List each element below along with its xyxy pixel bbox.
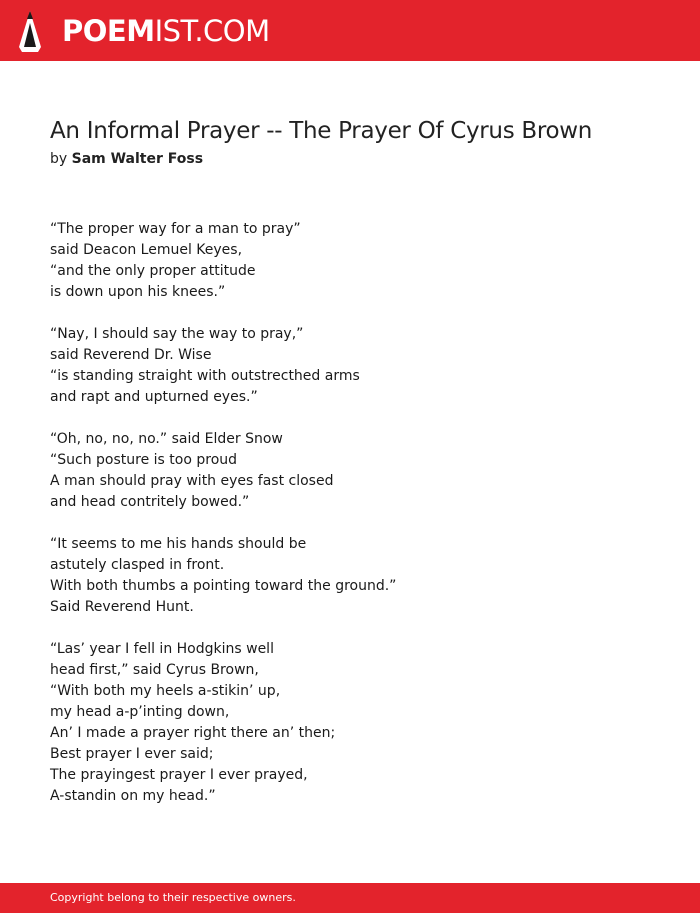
poem-line: “The proper way for a man to pray” [50,221,301,237]
stanza [50,429,670,513]
author-name: Sam Walter Foss [71,151,204,167]
poem-title: An Informal Prayer -- The Prayer Of Cyrus Brown [50,118,593,144]
poem-line: is down upon his knees.” [50,284,226,300]
stanza [50,639,670,807]
poem-line: head first,” said Cyrus Brown, [50,662,259,678]
poem-line: “Oh, no, no, no.” said Elder Snow [50,431,283,447]
byline [50,149,203,169]
poem-line: and head contritely bowed.” [50,494,250,510]
stanza [50,324,670,408]
site-header [0,0,700,61]
poem-line: “Las’ year I fell in Hodgkins well [50,641,274,657]
stanza [50,219,670,303]
logo-brand-light: IST.COM [154,14,270,48]
poem-line: Said Reverend Hunt. [50,599,194,615]
poem-line: A-standin on my head.” [50,788,216,804]
poem-line: “It seems to me his hands should be [50,536,307,552]
poem-line: An’ I made a prayer right there an’ then; [50,725,336,741]
poem-line: said Deacon Lemuel Keyes, [50,242,243,258]
poem-line: The prayingest prayer I ever prayed, [50,767,308,783]
poem-line: Best prayer I ever said; [50,746,214,762]
copyright-notice: Copyright belong to their respective owners. [50,891,296,904]
poem-line: “Nay, I should say the way to pray,” [50,326,304,342]
poem-line: A man should pray with eyes fast closed [50,473,334,489]
poem-body [50,219,670,828]
logo-brand-bold: POEM [62,14,155,48]
poem-line: With both thumbs a pointing toward the ground.” [50,578,397,594]
site-footer [0,883,700,913]
poem-line: “and the only proper attitude [50,263,256,279]
poem-line: and rapt and upturned eyes.” [50,389,258,405]
site-logo[interactable] [62,13,270,49]
poem-line: said Reverend Dr. Wise [50,347,212,363]
byline-label: by [50,151,68,167]
pencil-icon[interactable] [17,9,43,52]
poem-line: “is standing straight with outstrecthed arms [50,368,360,384]
poem-line: “With both my heels a-stikin’ up, [50,683,281,699]
stanza [50,534,670,618]
poem-line: “Such posture is too proud [50,452,238,468]
poem-line: astutely clasped in front. [50,557,225,573]
poem-line: my head a-p’inting down, [50,704,230,720]
